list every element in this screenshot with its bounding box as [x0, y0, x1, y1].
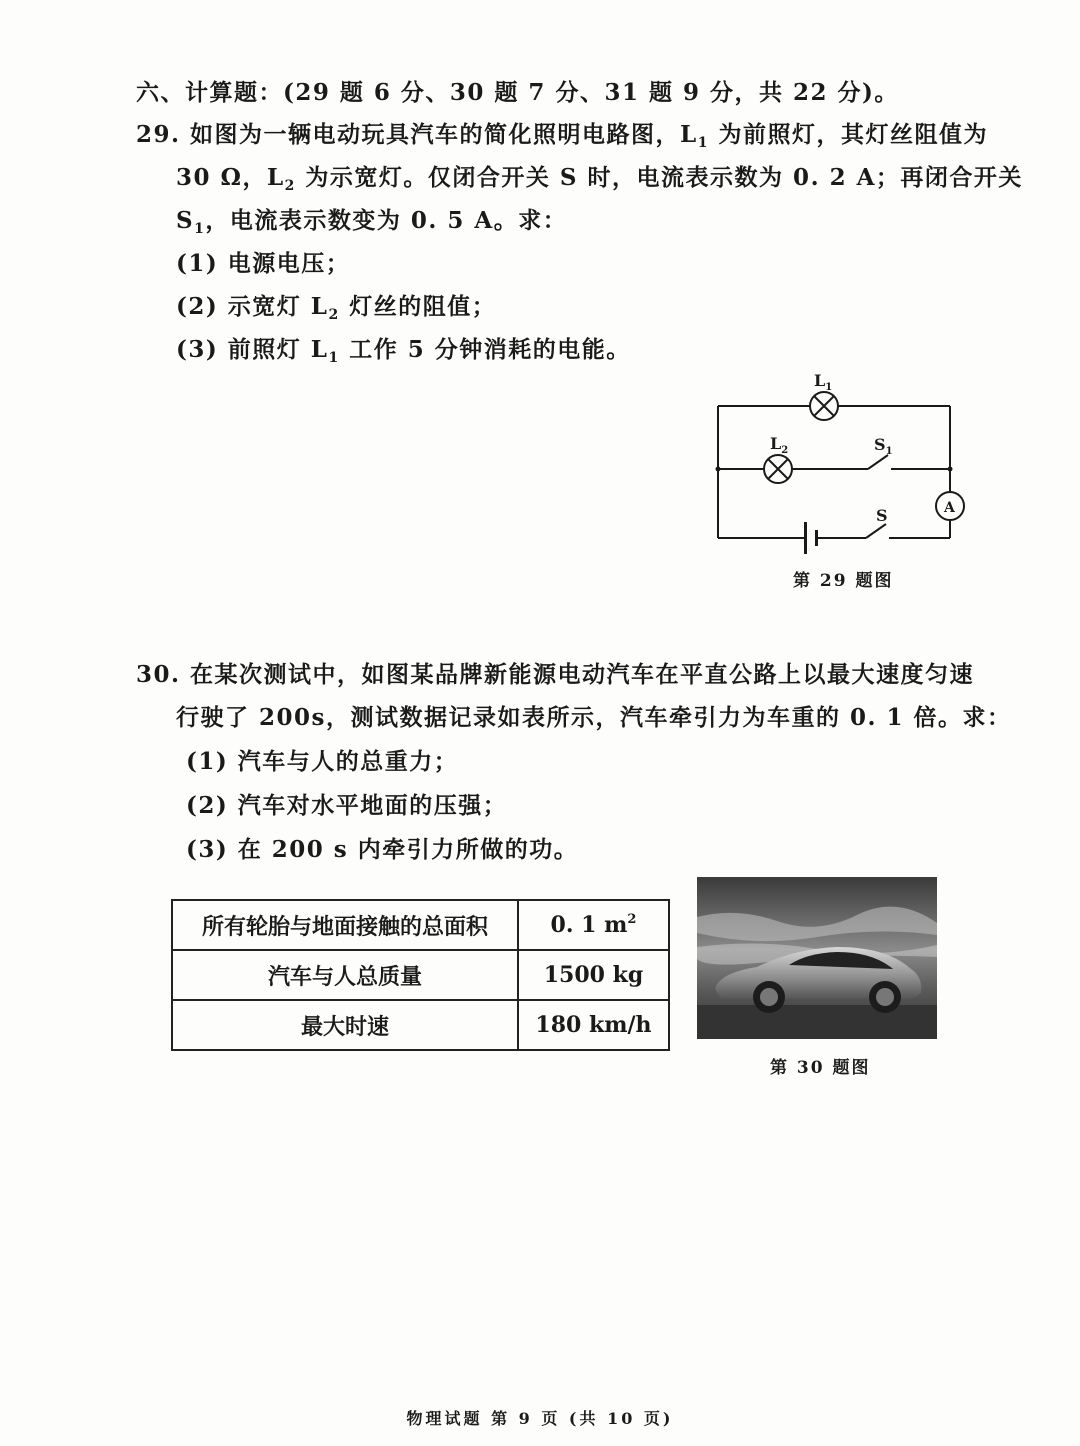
q30-line-2: 行驶了 200s，测试数据记录如表所示，汽车牵引力为车重的 0. 1 倍。求：: [176, 704, 1012, 731]
switch-s-blade: [866, 524, 886, 538]
q29-part-2-a: (2) 示宽灯 L: [176, 293, 329, 320]
junction-left: [716, 467, 721, 472]
contact-area-value-text: 0. 1 m: [550, 912, 628, 938]
q29-line-3-b: ，电流表示数变为 0. 5 A。求：: [205, 207, 568, 234]
page-footer: 物理试题 第 9 页 (共 10 页): [406, 1409, 674, 1428]
q29-line-3: [176, 202, 567, 237]
circuit-diagram: [700, 365, 980, 555]
q29-caption: 第 29 题图: [793, 571, 894, 591]
car-rear-rim: [876, 988, 894, 1006]
table-cell-mass-value: 1500 kg: [518, 950, 669, 1000]
q29-line-2-a: 30 Ω，L: [176, 164, 285, 191]
ammeter-label: A: [944, 500, 955, 516]
lamp-l1-cross: [814, 396, 834, 416]
q30-part-1: (1) 汽车与人的总重力；: [186, 748, 459, 775]
contact-area-unit-sup: 2: [627, 912, 637, 927]
q29-part-3-a: (3) 前照灯 L: [176, 336, 329, 363]
q29-line-3-sub: 1: [194, 221, 206, 237]
q29-part-3-b: 工作 5 分钟消耗的电能。: [339, 336, 631, 363]
q29-line-1-sub: 1: [697, 135, 709, 151]
photo-road: [697, 1005, 937, 1039]
section-heading: 六、计算题：(29 题 6 分、30 题 7 分、31 题 9 分，共 22 分)。: [136, 79, 899, 106]
table-row: [172, 950, 669, 1000]
table-cell-mass-label: 汽车与人总质量: [172, 950, 518, 1000]
q30-part-3: (3) 在 200 s 内牵引力所做的功。: [186, 836, 579, 863]
q29-line-2-sub: 2: [284, 178, 296, 194]
table-row: [172, 900, 669, 950]
switch-s1-blade: [868, 455, 888, 469]
q29-part-1: (1) 电源电压；: [176, 250, 351, 277]
label-l1: $L_1$: [814, 371, 833, 393]
junction-right: [948, 467, 953, 472]
q29-line-1: [136, 116, 988, 151]
car-front-rim: [760, 988, 778, 1006]
table-row: [172, 1000, 669, 1050]
table-cell-speed-value: 180 km/h: [518, 1000, 669, 1050]
table-cell-speed-label: 最大时速: [172, 1000, 518, 1050]
q30-part-2: (2) 汽车对水平地面的压强；: [186, 792, 508, 819]
q29-line-2: [176, 159, 1023, 194]
q30-caption: 第 30 题图: [770, 1058, 871, 1078]
q29-part-3-sub: 1: [328, 350, 340, 366]
battery-long-plate: [804, 522, 807, 554]
q29-part-2: [176, 288, 496, 323]
table-cell-contact-area-value: [518, 900, 669, 950]
q29-line-3-a: S: [176, 207, 195, 234]
q29-line-2-b: 为示宽灯。仅闭合开关 S 时，电流表示数为 0. 2 A；再闭合开关: [295, 164, 1023, 191]
q29-line-1-text: 29. 如图为一辆电动玩具汽车的简化照明电路图，L: [136, 121, 698, 148]
q30-line-1: 30. 在某次测试中，如图某品牌新能源电动汽车在平直公路上以最大速度匀速: [136, 661, 975, 688]
q29-part-2-sub: 2: [328, 307, 340, 323]
car-photo: [697, 877, 937, 1039]
q29-part-2-b: 灯丝的阻值；: [339, 293, 497, 320]
label-s1: $S_1$: [874, 435, 893, 457]
label-s: S: [876, 506, 888, 525]
lamp-l2-cross: [768, 459, 788, 479]
battery-short-plate: [815, 530, 818, 546]
q30-data-table: [171, 899, 670, 1051]
label-l2: $L_2$: [770, 434, 789, 456]
table-cell-contact-area-label: 所有轮胎与地面接触的总面积: [172, 900, 518, 950]
q29-part-3: [176, 331, 631, 366]
q29-line-1-end: 为前照灯，其灯丝阻值为: [708, 121, 988, 148]
